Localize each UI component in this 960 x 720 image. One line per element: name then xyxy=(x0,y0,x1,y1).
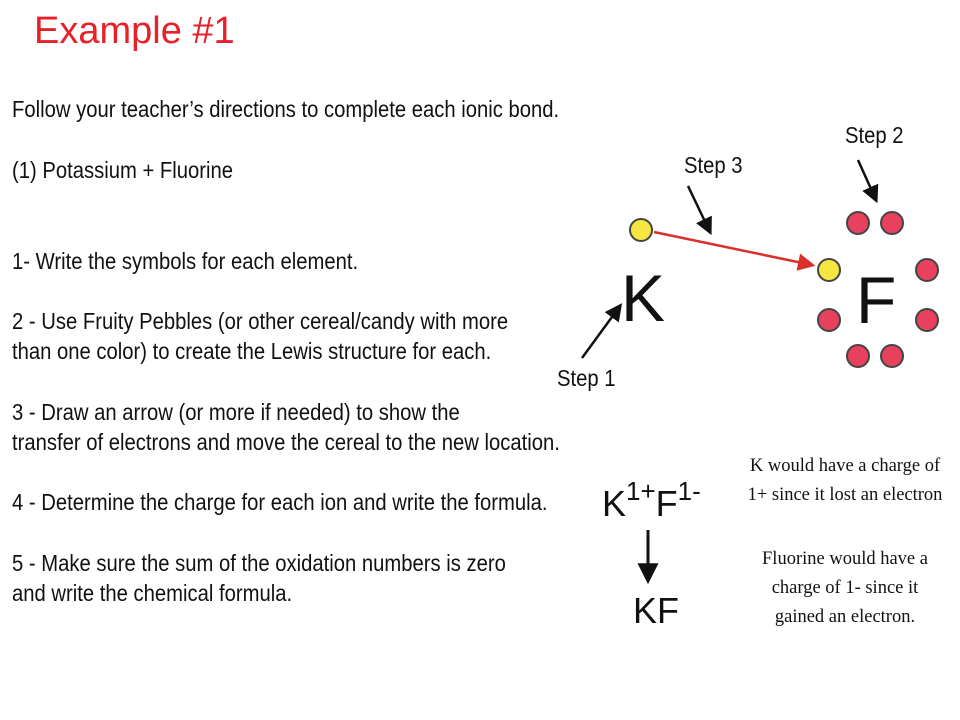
step-3-line-2: transfer of electrons and move the cereal to the new location. xyxy=(12,429,560,455)
fluorine-electron xyxy=(881,212,903,234)
step-3-pointer-arrow xyxy=(688,186,710,232)
step-2-label: Step 2 xyxy=(845,122,904,148)
problem-text: (1) Potassium + Fluorine xyxy=(12,157,234,183)
electron-transfer-arrow xyxy=(654,232,812,265)
step-5-line-2: and write the chemical formula. xyxy=(12,580,293,606)
fluorine-electron xyxy=(916,259,938,281)
step-5-line-1: 5 - Make sure the sum of the oxidation numbers is zero xyxy=(12,550,506,576)
step-2-line-1: 2 - Use Fruity Pebbles (or other cereal/candy with more xyxy=(12,308,509,334)
fluorine-note-line-3: gained an electron. xyxy=(774,607,916,627)
formula-fluorine-charge: 1- xyxy=(677,476,701,506)
fluorine-electron xyxy=(818,309,840,331)
formula-potassium-charge: 1+ xyxy=(626,476,656,506)
step-3-line-1: 3 - Draw an arrow (or more if needed) to show the xyxy=(12,399,460,425)
fluorine-symbol: F xyxy=(856,263,897,337)
fluorine-electron xyxy=(847,212,869,234)
fluorine-electron xyxy=(916,309,938,331)
formula-fluorine: F xyxy=(655,483,678,524)
chemical-formula-result: KF xyxy=(633,590,680,631)
step-4-text: 4 - Determine the charge for each ion and write the formula. xyxy=(12,489,548,515)
ionic-formula xyxy=(602,476,701,525)
fluorine-note-line-1: Fluorine would have a xyxy=(762,549,928,569)
fluorine-note xyxy=(733,545,957,632)
intro-text: Follow your teacher’s directions to complete each ionic bond. xyxy=(12,96,560,122)
potassium-note xyxy=(733,452,957,510)
potassium-note-line-1: K would have a charge of xyxy=(749,456,941,476)
page-title: Example #1 xyxy=(34,10,235,52)
step-1-text: 1- Write the symbols for each element. xyxy=(12,248,359,274)
potassium-note-line-2: 1+ since it lost an electron xyxy=(747,485,943,505)
step-2-pointer-arrow xyxy=(858,160,876,200)
fluorine-electron xyxy=(847,345,869,367)
step-2-line-2: than one color) to create the Lewis structure for each. xyxy=(12,338,492,364)
fluorine-electron xyxy=(881,345,903,367)
fluorine-note-line-2: charge of 1- since it xyxy=(771,578,919,598)
fluorine-electron xyxy=(818,259,840,281)
step-1-pointer-arrow xyxy=(582,306,620,358)
potassium-valence-electron xyxy=(630,219,652,241)
potassium-symbol: K xyxy=(621,261,666,335)
formula-potassium: K xyxy=(602,483,627,524)
step-1-label: Step 1 xyxy=(557,365,616,391)
step-3-label: Step 3 xyxy=(684,152,743,178)
